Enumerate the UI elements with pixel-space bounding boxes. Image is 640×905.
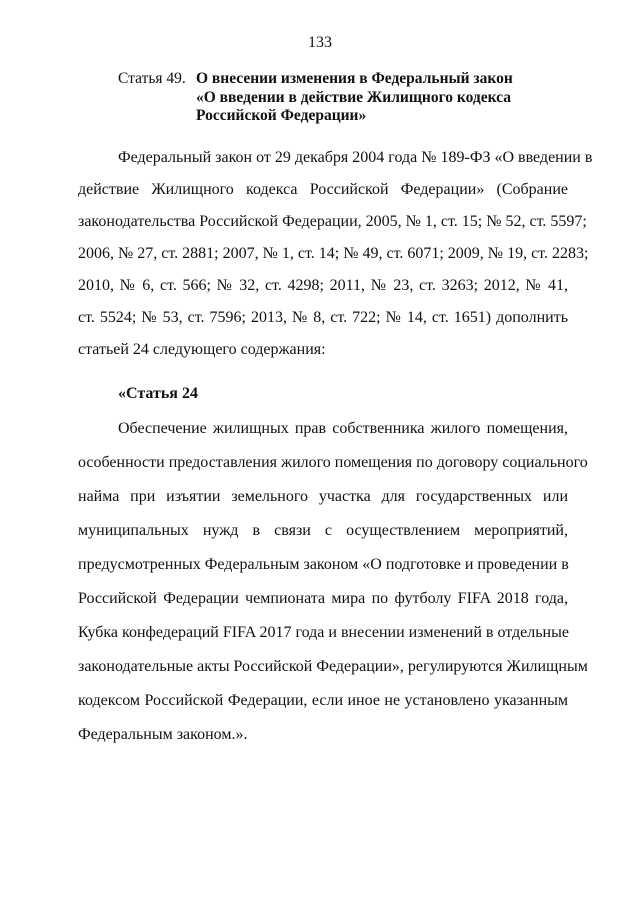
paragraph-line: Федеральный закон от 29 декабря 2004 года № 189-ФЗ «О введении в (118, 149, 593, 166)
paragraph-line: 2010, № 6, ст. 566; № 32, ст. 4298; 2011, № 23, ст. 3263; 2012, № 41, (78, 277, 568, 294)
paragraph-line: Федеральным законом.». (78, 726, 248, 743)
paragraph-line: предусмотренных Федеральным законом «О подготовке и проведении в (78, 556, 569, 573)
paragraph-line: Российской Федерации чемпионата мира по футболу FIFA 2018 года, (78, 590, 568, 607)
paragraph-line: законодательные акты Российской Федерации», регулируются Жилищным (78, 658, 588, 675)
article-title-line: «О введении в действие Жилищного кодекса (196, 88, 511, 106)
paragraph-line: 2006, № 27, ст. 2881; 2007, № 1, ст. 14; № 49, ст. 6071; 2009, № 19, ст. 2283; (78, 245, 589, 262)
paragraph-line: особенности предоставления жилого помещения по договору социального (78, 454, 588, 471)
page-number: 133 (308, 34, 332, 51)
article-title-line: Российской Федерации» (196, 107, 367, 124)
paragraph-line: найма при изъятии земельного участка для государственных или (78, 488, 568, 505)
paragraph-line: законодательства Российской Федерации, 2005, № 1, ст. 15; № 52, ст. 5597; (78, 213, 587, 230)
article-label: Статья 49. (118, 70, 186, 87)
paragraph-line: Кубка конфедераций FIFA 2017 года и внесении изменений в отдельные (78, 624, 569, 641)
paragraph-line: ст. 5524; № 53, ст. 7596; 2013, № 8, ст. 722; № 14, ст. 1651) дополнить (78, 309, 568, 326)
paragraph-line: Обеспечение жилищных прав собственника жилого помещения, (118, 420, 568, 437)
paragraph-line: статьей 24 следующего содержания: (78, 341, 326, 358)
inserted-article-heading: «Статья 24 (118, 385, 198, 402)
article-title-line: О внесении изменения в Федеральный закон (196, 70, 513, 87)
paragraph-line: кодексом Российской Федерации, если иное не установлено указанным (78, 692, 568, 709)
article-title (196, 70, 536, 126)
paragraph-line: муниципальных нужд в связи с осуществлением мероприятий, (78, 522, 568, 539)
paragraph-line: действие Жилищного кодекса Российской Федерации» (Собрание (78, 181, 568, 198)
